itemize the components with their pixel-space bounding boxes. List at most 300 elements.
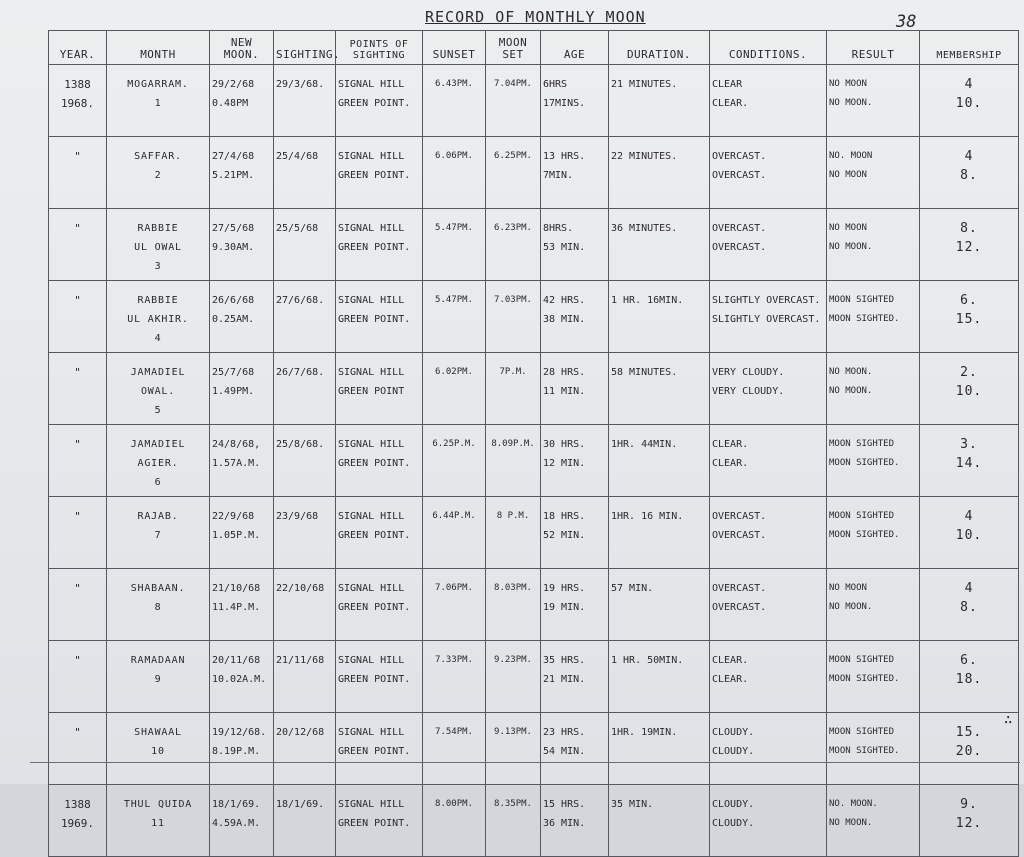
conditions-cell: [710, 281, 827, 353]
points-of-sighting-cell: [336, 497, 423, 569]
new-moon-cell-line: 5.21PM.: [212, 170, 255, 181]
month-cell-line: SHABAAN.: [130, 583, 186, 594]
age-cell-line: 52 MIN.: [543, 530, 586, 541]
month-cell-line: 9: [154, 674, 162, 685]
points-of-sighting-cell: [336, 713, 423, 785]
membership-cell: [920, 785, 1019, 857]
duration-cell: [609, 209, 710, 281]
moon-set-cell-line: 8.35PM.: [494, 799, 532, 809]
new-moon-cell-line: 8.19P.M.: [212, 746, 261, 757]
age-cell-line: 19 MIN.: [543, 602, 586, 613]
age-cell-line: 38 MIN.: [543, 314, 586, 325]
year-cell: [49, 281, 107, 353]
duration-cell-line: 22 MINUTES.: [611, 151, 678, 162]
result-cell: [827, 785, 920, 857]
new-moon-cell-line: 11.4P.M.: [212, 602, 261, 613]
points-of-sighting-cell-line: GREEN POINT.: [338, 818, 411, 829]
moon-set-cell: [486, 137, 541, 209]
year-cell-line: ": [74, 222, 81, 235]
table-row: [49, 281, 1019, 353]
duration-cell: [609, 713, 710, 785]
age-cell: [541, 137, 609, 209]
points-of-sighting-cell-line: GREEN POINT.: [338, 98, 411, 109]
result-cell-line: NO MOON: [829, 223, 867, 233]
month-cell: [107, 209, 210, 281]
table-row: [49, 569, 1019, 641]
sunset-cell-line: 7.54PM.: [435, 727, 473, 737]
month-cell-line: JAMADIEL: [130, 439, 186, 450]
month-cell-line: 4: [154, 333, 162, 344]
membership-cell-line: 8.: [960, 600, 978, 615]
membership-cell: [920, 353, 1019, 425]
conditions-cell-line: OVERCAST.: [712, 602, 767, 613]
membership-cell-line: 14.: [955, 456, 983, 471]
sunset-cell: [423, 281, 486, 353]
header-new-moon: NEW MOON.: [210, 31, 274, 65]
result-cell-line: NO MOON.: [829, 602, 873, 612]
year-cell-line: ": [74, 582, 81, 595]
membership-cell: [920, 425, 1019, 497]
month-cell-line: 6: [154, 477, 162, 488]
membership-cell-line: 18.: [955, 672, 983, 687]
sunset-cell-line: 8.00PM.: [435, 799, 473, 809]
header-sunset: SUNSET: [423, 31, 486, 65]
new-moon-cell: [210, 497, 274, 569]
new-moon-cell-line: 1.05P.M.: [212, 530, 261, 541]
duration-cell: [609, 497, 710, 569]
membership-cell-line: 12.: [955, 240, 983, 255]
sighting-date-cell-line: 25/8/68.: [276, 439, 325, 450]
table-row: [49, 137, 1019, 209]
sighting-date-cell: [274, 353, 336, 425]
sighting-date-cell: [274, 569, 336, 641]
conditions-cell: [710, 425, 827, 497]
new-moon-cell: [210, 353, 274, 425]
month-cell: [107, 137, 210, 209]
points-of-sighting-cell: [336, 65, 423, 137]
new-moon-cell: [210, 641, 274, 713]
moon-set-cell-line: 7.03PM.: [494, 295, 532, 305]
points-of-sighting-cell: [336, 569, 423, 641]
sunset-cell-line: 6.44P.M.: [432, 511, 476, 521]
age-cell: [541, 281, 609, 353]
year-cell-line: ": [74, 294, 81, 307]
sunset-cell: [423, 713, 486, 785]
membership-cell-line: 4: [964, 77, 974, 92]
age-cell-line: 53 MIN.: [543, 242, 586, 253]
year-cell-line: ": [74, 510, 81, 523]
conditions-cell-line: SLIGHTLY OVERCAST.: [712, 314, 821, 325]
membership-cell-line: 8.: [960, 168, 978, 183]
points-of-sighting-cell: [336, 785, 423, 857]
month-cell-line: RAMADAAN: [130, 655, 186, 666]
points-of-sighting-cell: [336, 641, 423, 713]
sunset-cell: [423, 65, 486, 137]
conditions-cell: [710, 713, 827, 785]
points-of-sighting-cell: [336, 425, 423, 497]
new-moon-cell-line: 27/5/68: [212, 223, 255, 234]
month-cell-line: THUL QUIDA: [123, 799, 193, 810]
age-cell-line: 36 MIN.: [543, 818, 586, 829]
new-moon-cell-line: 1.49PM.: [212, 386, 255, 397]
table-row: [49, 353, 1019, 425]
margin-tick-mark: ∴: [1004, 712, 1013, 728]
result-cell: [827, 281, 920, 353]
new-moon-cell-line: 25/7/68: [212, 367, 255, 378]
age-cell: [541, 425, 609, 497]
month-cell-line: AGIER.: [137, 458, 179, 469]
membership-cell: [920, 497, 1019, 569]
sunset-cell-line: 7.33PM.: [435, 655, 473, 665]
result-cell: [827, 713, 920, 785]
year-cell: [49, 641, 107, 713]
duration-cell: [609, 353, 710, 425]
month-cell: [107, 569, 210, 641]
conditions-cell-line: CLOUDY.: [712, 727, 755, 738]
age-cell: [541, 497, 609, 569]
result-cell-line: MOON SIGHTED.: [829, 746, 900, 756]
points-of-sighting-cell-line: SIGNAL HILL: [338, 511, 405, 522]
month-cell-line: RAJAB.: [137, 511, 179, 522]
conditions-cell-line: CLEAR.: [712, 439, 749, 450]
duration-cell: [609, 425, 710, 497]
header-conditions: CONDITIONS.: [710, 31, 827, 65]
conditions-cell-line: OVERCAST.: [712, 511, 767, 522]
sighting-date-cell-line: 25/4/68: [276, 151, 319, 162]
sighting-date-cell: [274, 497, 336, 569]
sighting-date-cell: [274, 137, 336, 209]
new-moon-cell-line: 20/11/68: [212, 655, 261, 666]
sunset-cell: [423, 497, 486, 569]
result-cell: [827, 209, 920, 281]
sunset-cell-line: 5.47PM.: [435, 295, 473, 305]
membership-cell-line: 10.: [955, 528, 983, 543]
points-of-sighting-cell-line: GREEN POINT.: [338, 674, 411, 685]
conditions-cell: [710, 137, 827, 209]
month-cell: [107, 353, 210, 425]
age-cell-line: 28 HRS.: [543, 367, 586, 378]
result-cell-line: MOON SIGHTED: [829, 655, 895, 665]
points-of-sighting-cell-line: SIGNAL HILL: [338, 79, 405, 90]
sighting-date-cell-line: 20/12/68: [276, 727, 325, 738]
sunset-cell: [423, 641, 486, 713]
month-cell-line: 1: [154, 98, 162, 109]
header-result: RESULT: [827, 31, 920, 65]
moon-set-cell: [486, 425, 541, 497]
conditions-cell-line: CLOUDY.: [712, 746, 755, 757]
result-cell: [827, 425, 920, 497]
moon-set-cell: [486, 209, 541, 281]
new-moon-cell-line: 24/8/68,: [212, 439, 261, 450]
moon-record-table: [48, 30, 1019, 857]
month-cell-line: RABBIE: [137, 223, 179, 234]
age-cell-line: 15 HRS.: [543, 799, 586, 810]
moon-set-cell: [486, 65, 541, 137]
result-cell-line: MOON SIGHTED.: [829, 530, 900, 540]
result-cell-line: NO MOON.: [829, 386, 873, 396]
conditions-cell-line: VERY CLOUDY.: [712, 386, 785, 397]
result-cell-line: MOON SIGHTED.: [829, 674, 900, 684]
table-row: [49, 497, 1019, 569]
year-cell-line: ": [74, 654, 81, 667]
sighting-date-cell-line: 22/10/68: [276, 583, 325, 594]
sunset-cell-line: 6.06PM.: [435, 151, 473, 161]
year-cell: [49, 65, 107, 137]
year-cell-line: 1388: [64, 78, 91, 91]
month-cell: [107, 425, 210, 497]
duration-cell: [609, 137, 710, 209]
new-moon-cell-line: 22/9/68: [212, 511, 255, 522]
age-cell-line: 17MINS.: [543, 98, 586, 109]
result-cell-line: NO MOON.: [829, 98, 873, 108]
month-cell-line: 3: [154, 261, 162, 272]
membership-cell-line: 15.: [955, 725, 983, 740]
year-cell-line: 1969.: [60, 817, 95, 830]
table-body: [49, 65, 1019, 857]
moon-set-cell: [486, 641, 541, 713]
age-cell: [541, 713, 609, 785]
sighting-date-cell-line: 21/11/68: [276, 655, 325, 666]
points-of-sighting-cell-line: SIGNAL HILL: [338, 727, 405, 738]
year-cell: [49, 353, 107, 425]
sighting-date-cell-line: 26/7/68.: [276, 367, 325, 378]
duration-cell: [609, 785, 710, 857]
new-moon-cell-line: 29/2/68: [212, 79, 255, 90]
membership-cell: [920, 641, 1019, 713]
duration-cell-line: 58 MINUTES.: [611, 367, 678, 378]
month-cell: [107, 641, 210, 713]
conditions-cell-line: CLOUDY.: [712, 799, 755, 810]
conditions-cell: [710, 209, 827, 281]
month-cell-line: UL OWAL: [134, 242, 182, 253]
points-of-sighting-cell-line: SIGNAL HILL: [338, 583, 405, 594]
age-cell-line: 6HRS: [543, 79, 568, 90]
new-moon-cell-line: 0.25AM.: [212, 314, 255, 325]
points-of-sighting-cell-line: GREEN POINT.: [338, 458, 411, 469]
conditions-cell: [710, 785, 827, 857]
membership-cell-line: 20.: [955, 744, 983, 759]
year-cell-line: ": [74, 438, 81, 451]
points-of-sighting-cell: [336, 137, 423, 209]
sunset-cell: [423, 209, 486, 281]
sunset-cell-line: 7.06PM.: [435, 583, 473, 593]
result-cell: [827, 353, 920, 425]
membership-cell-line: 4: [964, 149, 974, 164]
membership-cell: [920, 65, 1019, 137]
membership-cell-line: 2.: [960, 365, 978, 380]
moon-set-cell-line: 8.03PM.: [494, 583, 532, 593]
duration-cell-line: 1HR. 16 MIN.: [611, 511, 684, 522]
table-row: [49, 785, 1019, 857]
conditions-cell-line: OVERCAST.: [712, 223, 767, 234]
new-moon-cell-line: 18/1/69.: [212, 799, 261, 810]
header-points-of-sighting: POINTS OF SIGHTING: [336, 31, 423, 65]
header-sighting: SIGHTING.: [274, 31, 336, 65]
age-cell-line: 12 MIN.: [543, 458, 586, 469]
conditions-cell-line: OVERCAST.: [712, 151, 767, 162]
table-row: [49, 65, 1019, 137]
conditions-cell-line: VERY CLOUDY.: [712, 367, 785, 378]
conditions-cell-line: CLEAR.: [712, 655, 749, 666]
new-moon-cell: [210, 137, 274, 209]
points-of-sighting-cell-line: GREEN POINT.: [338, 746, 411, 757]
duration-cell-line: 57 MIN.: [611, 583, 654, 594]
result-cell-line: MOON SIGHTED: [829, 511, 895, 521]
table-row: [49, 425, 1019, 497]
moon-set-cell: [486, 713, 541, 785]
moon-set-cell-line: 8.09P.M.: [491, 439, 535, 449]
header-moon-set: MOON SET: [486, 31, 541, 65]
month-cell-line: SHAWAAL: [134, 727, 182, 738]
moon-set-cell-line: 6.25PM.: [494, 151, 532, 161]
table-row: [49, 641, 1019, 713]
duration-cell: [609, 569, 710, 641]
age-cell-line: 42 HRS.: [543, 295, 586, 306]
result-cell-line: MOON SIGHTED: [829, 439, 895, 449]
membership-cell: [920, 137, 1019, 209]
new-moon-cell-line: 10.02A.M.: [212, 674, 267, 685]
year-cell-line: ": [74, 150, 81, 163]
moon-set-cell: [486, 353, 541, 425]
sighting-date-cell: [274, 65, 336, 137]
age-cell-line: 18 HRS.: [543, 511, 586, 522]
conditions-cell-line: CLEAR.: [712, 674, 749, 685]
sighting-date-cell-line: 27/6/68.: [276, 295, 325, 306]
result-cell-line: NO. MOON.: [829, 799, 878, 809]
age-cell-line: 30 HRS.: [543, 439, 586, 450]
header-month: MONTH: [107, 31, 210, 65]
new-moon-cell-line: 1.57A.M.: [212, 458, 261, 469]
month-cell: [107, 497, 210, 569]
points-of-sighting-cell: [336, 281, 423, 353]
membership-cell: [920, 209, 1019, 281]
conditions-cell: [710, 569, 827, 641]
duration-cell: [609, 281, 710, 353]
age-cell: [541, 569, 609, 641]
conditions-cell-line: OVERCAST.: [712, 530, 767, 541]
sighting-date-cell: [274, 425, 336, 497]
sighting-date-cell: [274, 209, 336, 281]
new-moon-cell: [210, 785, 274, 857]
conditions-cell: [710, 497, 827, 569]
points-of-sighting-cell: [336, 353, 423, 425]
year-cell: [49, 569, 107, 641]
age-cell-line: 21 MIN.: [543, 674, 586, 685]
conditions-cell: [710, 641, 827, 713]
new-moon-cell: [210, 209, 274, 281]
conditions-cell-line: CLOUDY.: [712, 818, 755, 829]
age-cell: [541, 353, 609, 425]
result-cell-line: NO MOON.: [829, 818, 873, 828]
moon-set-cell: [486, 785, 541, 857]
conditions-cell-line: OVERCAST.: [712, 242, 767, 253]
points-of-sighting-cell-line: SIGNAL HILL: [338, 151, 405, 162]
age-cell-line: 35 HRS.: [543, 655, 586, 666]
duration-cell-line: 1HR. 44MIN.: [611, 439, 678, 450]
result-cell: [827, 497, 920, 569]
moon-set-cell: [486, 497, 541, 569]
sunset-cell: [423, 353, 486, 425]
year-cell-line: ": [74, 726, 81, 739]
duration-cell-line: 35 MIN.: [611, 799, 654, 810]
result-cell-line: MOON SIGHTED: [829, 295, 895, 305]
sunset-cell-line: 5.47PM.: [435, 223, 473, 233]
age-cell-line: 7MIN.: [543, 170, 574, 181]
result-cell-line: NO MOON.: [829, 367, 873, 377]
conditions-cell-line: CLEAR.: [712, 458, 749, 469]
header-age: AGE: [541, 31, 609, 65]
points-of-sighting-cell-line: GREEN POINT.: [338, 170, 411, 181]
duration-cell: [609, 641, 710, 713]
year-cell: [49, 785, 107, 857]
result-cell-line: NO. MOON: [829, 151, 873, 161]
sunset-cell-line: 6.43PM.: [435, 79, 473, 89]
result-cell-line: NO MOON: [829, 170, 867, 180]
moon-set-cell-line: 7P.M.: [499, 367, 527, 377]
sunset-cell: [423, 569, 486, 641]
points-of-sighting-cell-line: GREEN POINT.: [338, 602, 411, 613]
new-moon-cell: [210, 425, 274, 497]
new-moon-cell-line: 27/4/68: [212, 151, 255, 162]
duration-cell-line: 1 HR. 16MIN.: [611, 295, 684, 306]
conditions-cell-line: OVERCAST.: [712, 170, 767, 181]
membership-cell-line: 6.: [960, 653, 978, 668]
points-of-sighting-cell-line: SIGNAL HILL: [338, 799, 405, 810]
membership-cell-line: 4: [964, 581, 974, 596]
age-cell-line: 13 HRS.: [543, 151, 586, 162]
result-cell: [827, 641, 920, 713]
points-of-sighting-cell-line: GREEN POINT.: [338, 314, 411, 325]
conditions-cell-line: OVERCAST.: [712, 583, 767, 594]
age-cell-line: 23 HRS.: [543, 727, 586, 738]
month-cell-line: OWAL.: [140, 386, 176, 397]
moon-set-cell-line: 7.04PM.: [494, 79, 532, 89]
membership-cell-line: 8.: [960, 221, 978, 236]
conditions-cell: [710, 65, 827, 137]
age-cell-line: 19 HRS.: [543, 583, 586, 594]
month-cell-line: UL AKHIR.: [127, 314, 189, 325]
new-moon-cell: [210, 713, 274, 785]
month-cell-line: 2: [154, 170, 162, 181]
sighting-date-cell-line: 18/1/69.: [276, 799, 325, 810]
result-cell-line: MOON SIGHTED.: [829, 314, 900, 324]
year-cell: [49, 497, 107, 569]
age-cell-line: 54 MIN.: [543, 746, 586, 757]
sunset-cell-line: 6.02PM.: [435, 367, 473, 377]
result-cell-line: NO MOON: [829, 583, 867, 593]
membership-cell-line: 3.: [960, 437, 978, 452]
header-membership: MEMBERSHIP: [920, 31, 1019, 65]
new-moon-cell-line: 21/10/68: [212, 583, 261, 594]
result-cell: [827, 137, 920, 209]
month-cell-line: 10: [151, 746, 165, 757]
month-cell-line: 11: [151, 818, 165, 829]
month-cell-line: 8: [154, 602, 162, 613]
result-cell: [827, 65, 920, 137]
duration-cell-line: 1 HR. 50MIN.: [611, 655, 684, 666]
table-header: [49, 31, 1019, 65]
new-moon-cell-line: 26/6/68: [212, 295, 255, 306]
moon-set-cell: [486, 281, 541, 353]
sighting-date-cell-line: 29/3/68.: [276, 79, 325, 90]
sunset-cell-line: 6.25P.M.: [432, 439, 476, 449]
sighting-date-cell-line: 25/5/68: [276, 223, 319, 234]
duration-cell: [609, 65, 710, 137]
points-of-sighting-cell-line: GREEN POINT.: [338, 530, 411, 541]
new-moon-cell: [210, 65, 274, 137]
result-cell: [827, 569, 920, 641]
month-cell-line: SAFFAR.: [134, 151, 182, 162]
